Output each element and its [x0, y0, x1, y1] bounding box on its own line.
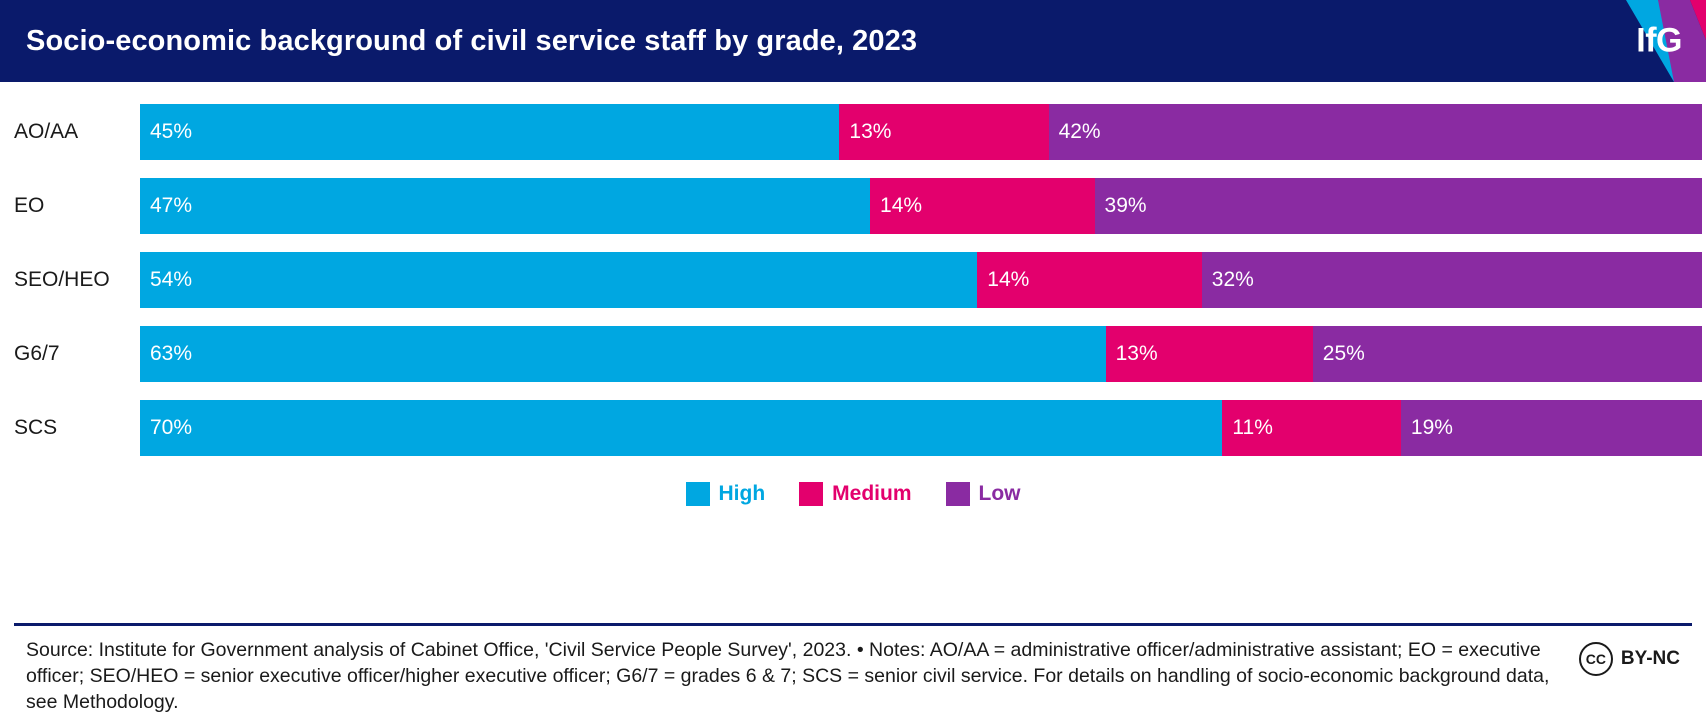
segment-value-label: 13% [849, 120, 892, 143]
segment-value-label: 63% [150, 342, 193, 365]
bar-segment-medium [839, 104, 1048, 160]
chart-header [0, 0, 1706, 82]
legend-item-low[interactable] [946, 482, 1021, 506]
bar-row [0, 326, 1706, 382]
stacked-bar [140, 252, 1702, 308]
creative-commons-icon: CC [1579, 642, 1613, 676]
bar-segment-low [1401, 400, 1702, 456]
licence-label: BY-NC [1620, 648, 1680, 670]
bar-row [0, 252, 1706, 308]
bar-segment-medium [1106, 326, 1313, 382]
bar-segment-low [1049, 104, 1702, 160]
bar-segment-high [140, 326, 1106, 382]
source-note: Source: Institute for Government analysis of Cabinet Office, 'Civil Service People Survey', 2023. • Notes: AO/AA = administrative officer/administrative assistant; EO = executive officer; SEO/HEO = senior executive officer/higher executive officer; G6/7 = grades 6 & 7; SCS = senior civil service. For details on handling of socio-economic background data, see Methodology. [26, 639, 1550, 714]
bar-row [0, 104, 1706, 160]
segment-value-label: 39% [1104, 194, 1147, 217]
segment-value-label: 14% [987, 268, 1030, 291]
legend-item-high[interactable] [686, 482, 766, 506]
bar-segment-medium [870, 178, 1094, 234]
segment-value-label: 45% [150, 120, 193, 143]
footer-content [14, 638, 1692, 716]
legend-label: Low [978, 482, 1021, 505]
ifg-logo: IfG [1636, 21, 1682, 60]
segment-value-label: 32% [1211, 268, 1254, 291]
bar-segment-high [140, 400, 1222, 456]
legend-swatch-icon [799, 482, 823, 506]
legend-swatch-icon [946, 482, 970, 506]
segment-value-label: 13% [1115, 342, 1158, 365]
category-label: SEO/HEO [14, 268, 110, 291]
legend-swatch-icon [686, 482, 710, 506]
stacked-bar [140, 326, 1702, 382]
legend-label: High [718, 482, 766, 505]
category-label: SCS [14, 416, 58, 439]
legend-label: Medium [832, 482, 912, 505]
category-label: AO/AA [14, 120, 79, 143]
stacked-bar [140, 400, 1702, 456]
bar-segment-low [1202, 252, 1702, 308]
segment-value-label: 42% [1058, 120, 1101, 143]
chart-footer [0, 623, 1706, 726]
bar-segment-medium [977, 252, 1201, 308]
stacked-bar [140, 104, 1702, 160]
segment-value-label: 19% [1410, 416, 1453, 439]
category-label: EO [14, 194, 45, 217]
bar-segment-high [140, 252, 977, 308]
legend-item-medium[interactable] [799, 482, 911, 506]
bar-row [0, 178, 1706, 234]
bar-segment-low [1095, 178, 1702, 234]
bar-segment-medium [1222, 400, 1401, 456]
bar-segment-low [1313, 326, 1702, 382]
footer-divider [14, 623, 1692, 626]
segment-value-label: 70% [150, 416, 193, 439]
bar-segment-high [140, 178, 870, 234]
bar-rows [0, 104, 1706, 456]
segment-value-label: 54% [150, 268, 193, 291]
stacked-bar [140, 178, 1702, 234]
creative-commons-licence[interactable] [1579, 638, 1692, 676]
segment-value-label: 25% [1322, 342, 1365, 365]
category-label: G6/7 [14, 342, 60, 365]
segment-value-label: 47% [150, 194, 193, 217]
page-title: Socio-economic background of civil service staff by grade, 2023 [26, 24, 918, 57]
segment-value-label: 14% [880, 194, 923, 217]
chart-legend [0, 482, 1706, 506]
bar-segment-high [140, 104, 839, 160]
segment-value-label: 11% [1232, 416, 1273, 439]
bar-row [0, 400, 1706, 456]
chart-plot-area [0, 82, 1706, 506]
